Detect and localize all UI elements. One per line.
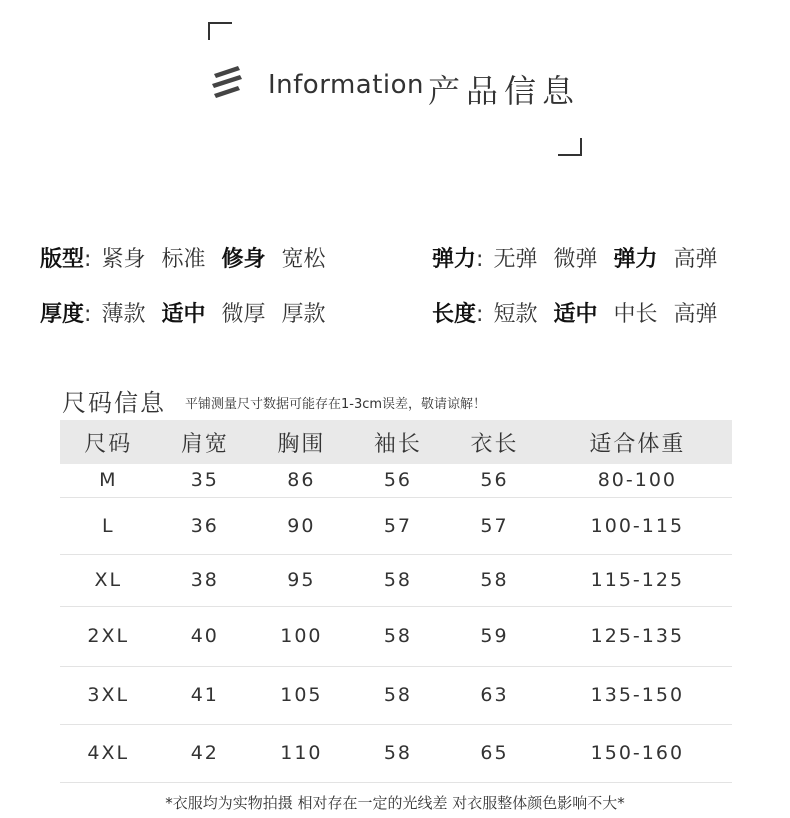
table-row xyxy=(60,606,732,666)
table-cell: 135-150 xyxy=(543,666,732,724)
attr-length-option: 短款 xyxy=(493,302,538,327)
table-cell: M xyxy=(60,464,157,497)
corner-bracket-top-left xyxy=(208,22,232,40)
attr-fit xyxy=(40,242,342,273)
table-row xyxy=(60,554,732,606)
table-row xyxy=(60,497,732,554)
column-header-size: 尺码 xyxy=(60,420,157,464)
attr-fit-label: 版型 xyxy=(40,247,85,272)
table-cell: 58 xyxy=(350,724,447,782)
table-cell: 100 xyxy=(253,606,350,666)
column-header-weight: 适合体重 xyxy=(543,420,732,464)
column-header-length: 衣长 xyxy=(446,420,543,464)
attr-thickness xyxy=(40,297,342,328)
attr-fit-option-selected: 修身 xyxy=(221,247,266,272)
column-header-chest: 胸围 xyxy=(253,420,350,464)
colon: : xyxy=(84,302,92,327)
table-cell: XL xyxy=(60,554,157,606)
table-cell: 58 xyxy=(446,554,543,606)
table-row xyxy=(60,464,732,497)
corner-bracket-bottom-right xyxy=(558,138,582,156)
colon: : xyxy=(84,247,92,272)
attr-fit-option: 紧身 xyxy=(101,247,146,272)
size-table-header-row xyxy=(60,420,732,464)
table-cell: 110 xyxy=(253,724,350,782)
table-cell: 105 xyxy=(253,666,350,724)
attr-elasticity-label: 弹力 xyxy=(432,247,477,272)
size-info-note: 平铺测量尺寸数据可能存在1-3cm误差，敬请谅解！ xyxy=(185,397,487,412)
table-cell: 80-100 xyxy=(543,464,732,497)
table-cell: 38 xyxy=(157,554,254,606)
attr-thickness-option: 薄款 xyxy=(101,302,146,327)
footer-note: *衣服均为实物拍摄 相对存在一定的光线差 对衣服整体颜色影响不大* xyxy=(165,794,625,812)
table-cell: 58 xyxy=(350,554,447,606)
column-header-sleeve: 袖长 xyxy=(350,420,447,464)
size-table xyxy=(60,420,732,783)
table-cell: 58 xyxy=(350,606,447,666)
attr-elasticity-option: 无弹 xyxy=(493,247,538,272)
attr-thickness-option: 微厚 xyxy=(221,302,266,327)
table-cell: 90 xyxy=(253,497,350,554)
table-row xyxy=(60,666,732,724)
attr-elasticity-option: 微弹 xyxy=(553,247,598,272)
table-cell: 56 xyxy=(350,464,447,497)
table-cell: 86 xyxy=(253,464,350,497)
colon: : xyxy=(476,247,484,272)
table-cell: 95 xyxy=(253,554,350,606)
colon: : xyxy=(476,302,484,327)
table-cell: 59 xyxy=(446,606,543,666)
attr-elasticity-option: 高弹 xyxy=(673,247,718,272)
attr-length-option: 中长 xyxy=(613,302,658,327)
table-cell: 58 xyxy=(350,666,447,724)
table-cell: 100-115 xyxy=(543,497,732,554)
table-cell: 35 xyxy=(157,464,254,497)
table-cell: 125-135 xyxy=(543,606,732,666)
table-cell: L xyxy=(60,497,157,554)
attr-length-option-selected: 适中 xyxy=(553,302,598,327)
table-cell: 57 xyxy=(446,497,543,554)
table-cell: 36 xyxy=(157,497,254,554)
table-cell: 42 xyxy=(157,724,254,782)
attr-length-option: 高弹 xyxy=(673,302,718,327)
attr-elasticity-option-selected: 弹力 xyxy=(613,247,658,272)
table-cell: 2XL xyxy=(60,606,157,666)
table-cell: 57 xyxy=(350,497,447,554)
title-english: Information xyxy=(268,70,425,100)
stacked-bars-logo-icon xyxy=(208,62,248,104)
size-info-title: 尺码信息 xyxy=(62,389,166,417)
column-header-shoulder: 肩宽 xyxy=(157,420,254,464)
title-chinese: 产品信息 xyxy=(428,72,581,110)
attr-thickness-option: 厚款 xyxy=(281,302,326,327)
attr-thickness-label: 厚度 xyxy=(40,302,85,327)
table-cell: 4XL xyxy=(60,724,157,782)
table-row xyxy=(60,724,732,782)
table-cell: 63 xyxy=(446,666,543,724)
table-cell: 150-160 xyxy=(543,724,732,782)
table-cell: 115-125 xyxy=(543,554,732,606)
table-cell: 65 xyxy=(446,724,543,782)
table-cell: 40 xyxy=(157,606,254,666)
attr-fit-option: 宽松 xyxy=(281,247,326,272)
attr-length-label: 长度 xyxy=(432,302,477,327)
table-cell: 41 xyxy=(157,666,254,724)
attr-elasticity xyxy=(432,242,734,273)
attr-length xyxy=(432,297,734,328)
table-cell: 3XL xyxy=(60,666,157,724)
attr-thickness-option-selected: 适中 xyxy=(161,302,206,327)
attr-fit-option: 标准 xyxy=(161,247,206,272)
table-cell: 56 xyxy=(446,464,543,497)
